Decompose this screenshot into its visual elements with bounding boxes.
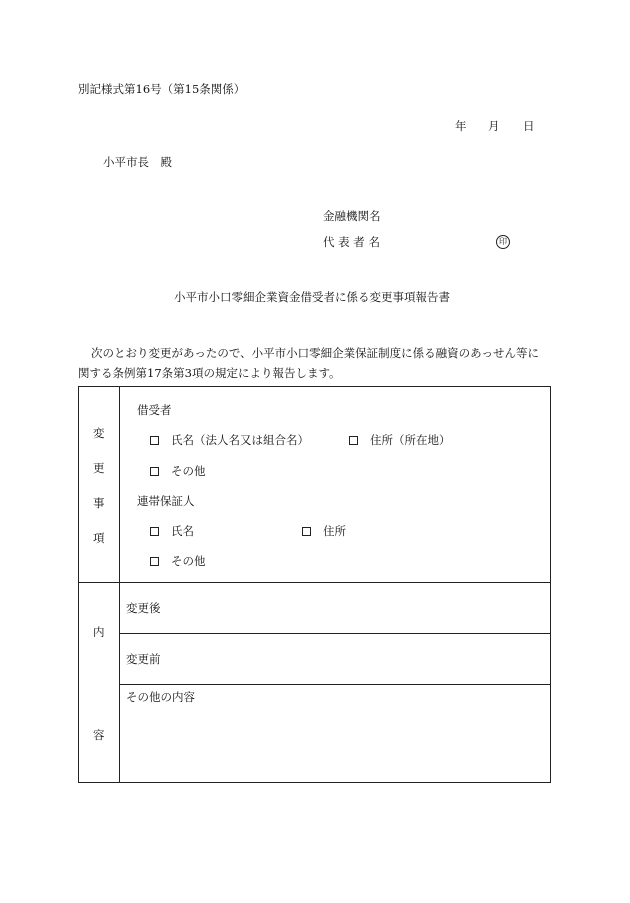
- report-table: [78, 386, 551, 783]
- row-divider-after: [119, 633, 550, 634]
- body-line-2: 関する条例第17条第3項の規定により報告します。: [78, 366, 341, 380]
- form-number: 別記様式第16号（第15条関係）: [78, 82, 246, 96]
- checkbox-icon[interactable]: [349, 436, 358, 445]
- date-year-label: 年: [455, 119, 467, 133]
- other-content-label: その他の内容: [126, 690, 195, 704]
- institution-label: 金融機関名: [323, 209, 381, 223]
- section2-char: 容: [93, 728, 105, 742]
- borrower-address-option[interactable]: [349, 435, 451, 447]
- checkbox-icon[interactable]: [302, 527, 311, 536]
- guarantor-address-option[interactable]: [302, 526, 346, 538]
- date-day-label: 日: [523, 119, 535, 133]
- borrower-label: 借受者: [137, 403, 172, 417]
- after-change-label: 変更後: [126, 601, 161, 615]
- document-title: 小平市小口零細企業資金借受者に係る変更事項報告書: [174, 290, 450, 304]
- section-divider: [79, 582, 550, 583]
- body-line-1: 次のとおり変更があったので、小平市小口零細企業保証制度に係る融資のあっせん等に: [91, 346, 540, 360]
- option-label: 氏名: [171, 524, 194, 538]
- section1-char: 項: [93, 531, 105, 545]
- section1-char: 変: [93, 426, 105, 440]
- guarantor-other-option[interactable]: [150, 556, 206, 568]
- option-label: その他: [171, 554, 206, 568]
- checkbox-icon[interactable]: [150, 467, 159, 476]
- row-divider-before: [119, 684, 550, 685]
- guarantor-name-option[interactable]: [150, 526, 194, 538]
- section2-char: 内: [93, 625, 105, 639]
- guarantor-label: 連帯保証人: [137, 494, 195, 508]
- checkbox-icon[interactable]: [150, 436, 159, 445]
- before-change-label: 変更前: [126, 652, 161, 666]
- section1-char: 更: [93, 461, 105, 475]
- date-month-label: 月: [488, 119, 500, 133]
- option-label: 氏名（法人名又は組合名）: [171, 433, 309, 447]
- section1-char: 事: [93, 496, 105, 510]
- borrower-other-option[interactable]: [150, 466, 206, 478]
- checkbox-icon[interactable]: [150, 527, 159, 536]
- seal-icon: 印: [496, 235, 510, 249]
- addressee: 小平市長 殿: [103, 155, 172, 169]
- option-label: その他: [171, 464, 206, 478]
- borrower-name-option[interactable]: [150, 435, 309, 447]
- option-label: 住所: [323, 524, 346, 538]
- representative-label: 代 表 者 名: [323, 235, 380, 249]
- column-divider: [119, 387, 120, 782]
- option-label: 住所（所在地）: [370, 433, 451, 447]
- checkbox-icon[interactable]: [150, 557, 159, 566]
